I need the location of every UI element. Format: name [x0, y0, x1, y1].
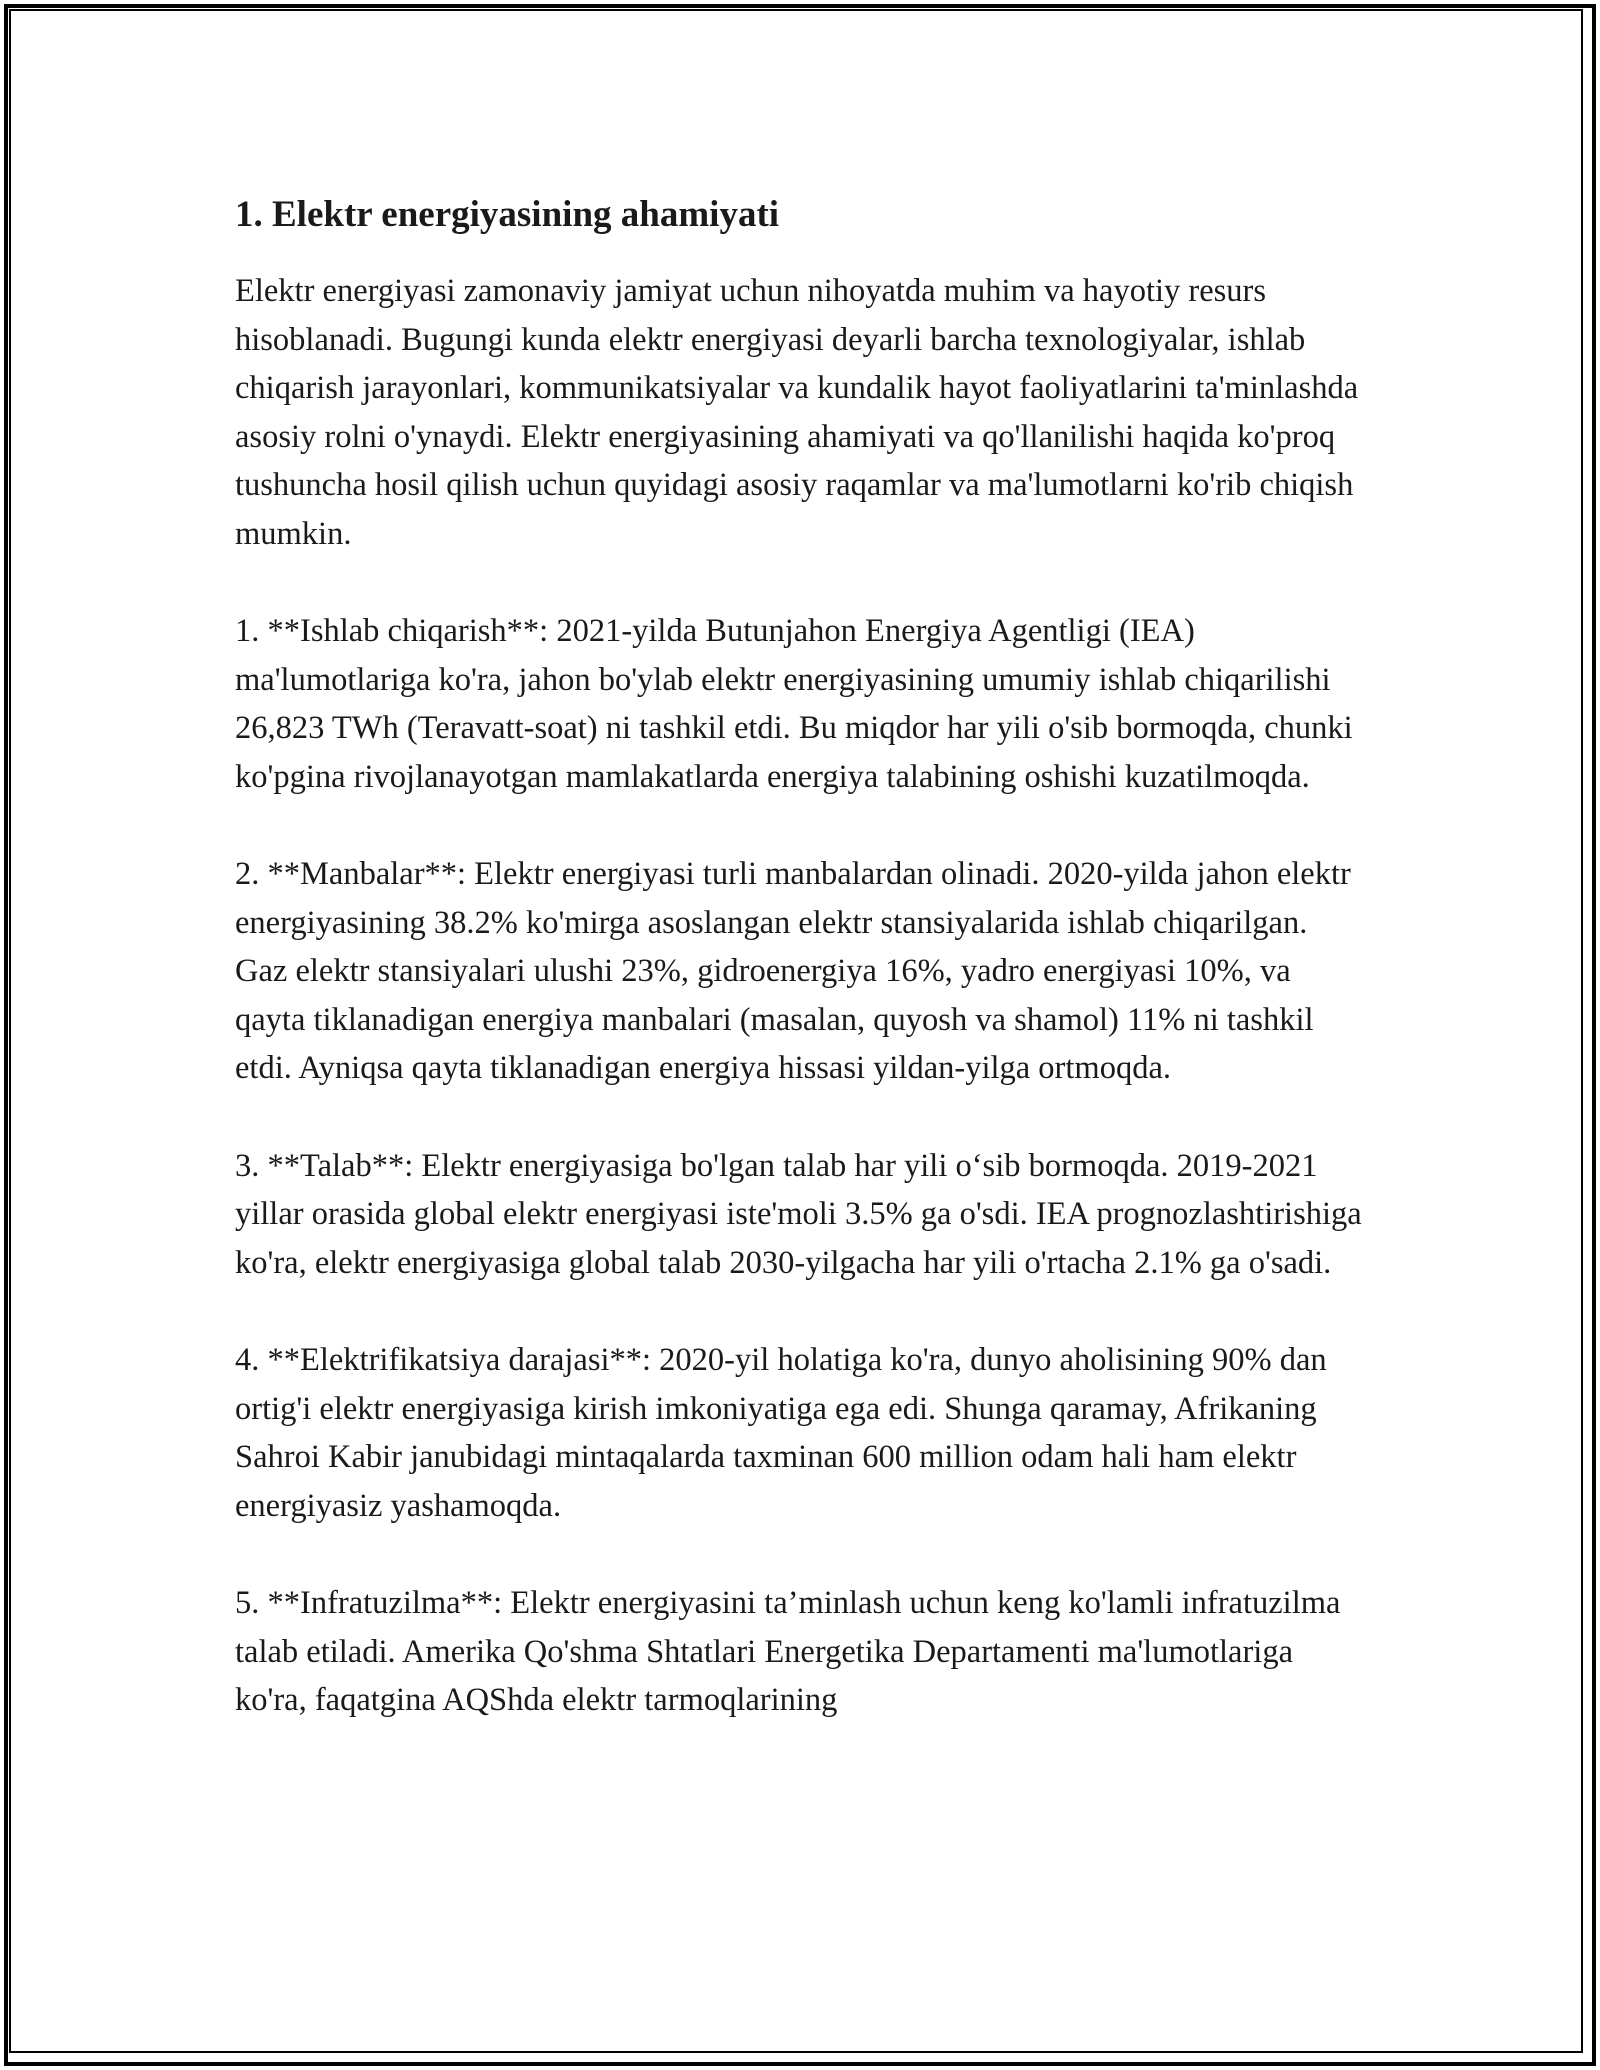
list-item-infrastructure: 5. **Infratuzilma**: Elektr energiyasini ta’minlash uchun keng ko'lamli infratuzilma talab etiladi. Amerika Qo'shma Shtatlari Energetika Departamenti ma'lumotlariga ko'ra, faqatgina AQShda elektr tarmoqlarining: [235, 1585, 1341, 1718]
section-heading: 1. Elektr energiyasining ahamiyati: [235, 194, 780, 235]
intro-paragraph: Elektr energiyasi zamonaviy jamiyat uchun nihoyatda muhim va hayotiy resurs hisoblanadi. Bugungi kunda elektr energiyasi deyarli barcha texnologiyalar, ishlab chiqarish jarayonlari, kommunikatsiyalar va kundalik hayot faoliyatlarini ta'minlashda asosiy rolni o'ynaydi. Elektr energiyasining ahamiyati va qo'llanilishi haqida ko'proq tushuncha hosil qilish uchun quyidagi asosiy raqamlar va ma'lumotlarni ko'rib chiqish mumkin.: [235, 273, 1359, 552]
list-item-demand: 3. **Talab**: Elektr energiyasiga bo'lgan talab har yili o‘sib bormoqda. 2019-2021 yillar orasida global elektr energiyasi iste'moli 3.5% ga o'sdi. IEA prognozlashtirishiga ko'ra, elektr energiyasiga global talab 2030-yilgacha har yili o'rtacha 2.1% ga o'sadi.: [235, 1147, 1362, 1281]
list-item-sources: 2. **Manbalar**: Elektr energiyasi turli manbalardan olinadi. 2020-yilda jahon elektr energiyasining 38.2% ko'mirga asoslangan elektr stansiyalarida ishlab chiqarilgan. Gaz elektr stansiyalari ulushi 23%, gidroenergiya 16%, yadro energiyasi 10%, va qayta tiklanadigan energiya manbalari (masalan, quyosh va shamol) 11% ni tashkil etdi. Ayniqsa qayta tiklanadigan energiya hissasi yildan-yilga ortmoqda.: [235, 856, 1351, 1086]
list-item-production: 1. **Ishlab chiqarish**: 2021-yilda Butunjahon Energiya Agentligi (IEA) ma'lumotlariga ko'ra, jahon bo'ylab elektr energiyasining umumiy ishlab chiqarilishi 26,823 TWh (Teravatt-soat) ni tashkil etdi. Bu miqdor har yili o'sib bormoqda, chunki ko'pgina rivojlanayotgan mamlakatlarda energiya talabining oshishi kuzatilmoqda.: [235, 613, 1353, 795]
list-item-electrification: 4. **Elektrifikatsiya darajasi**: 2020-yil holatiga ko'ra, dunyo aholisining 90% dan ortig'i elektr energiyasiga kirish imkoniyatiga ega edi. Shunga qaramay, Afrikaning Sahroi Kabir janubidagi mintaqalarda taxminan 600 million odam hali ham elektr energiyasiz yashamoqda.: [235, 1342, 1327, 1524]
document-body: [235, 185, 1365, 1774]
